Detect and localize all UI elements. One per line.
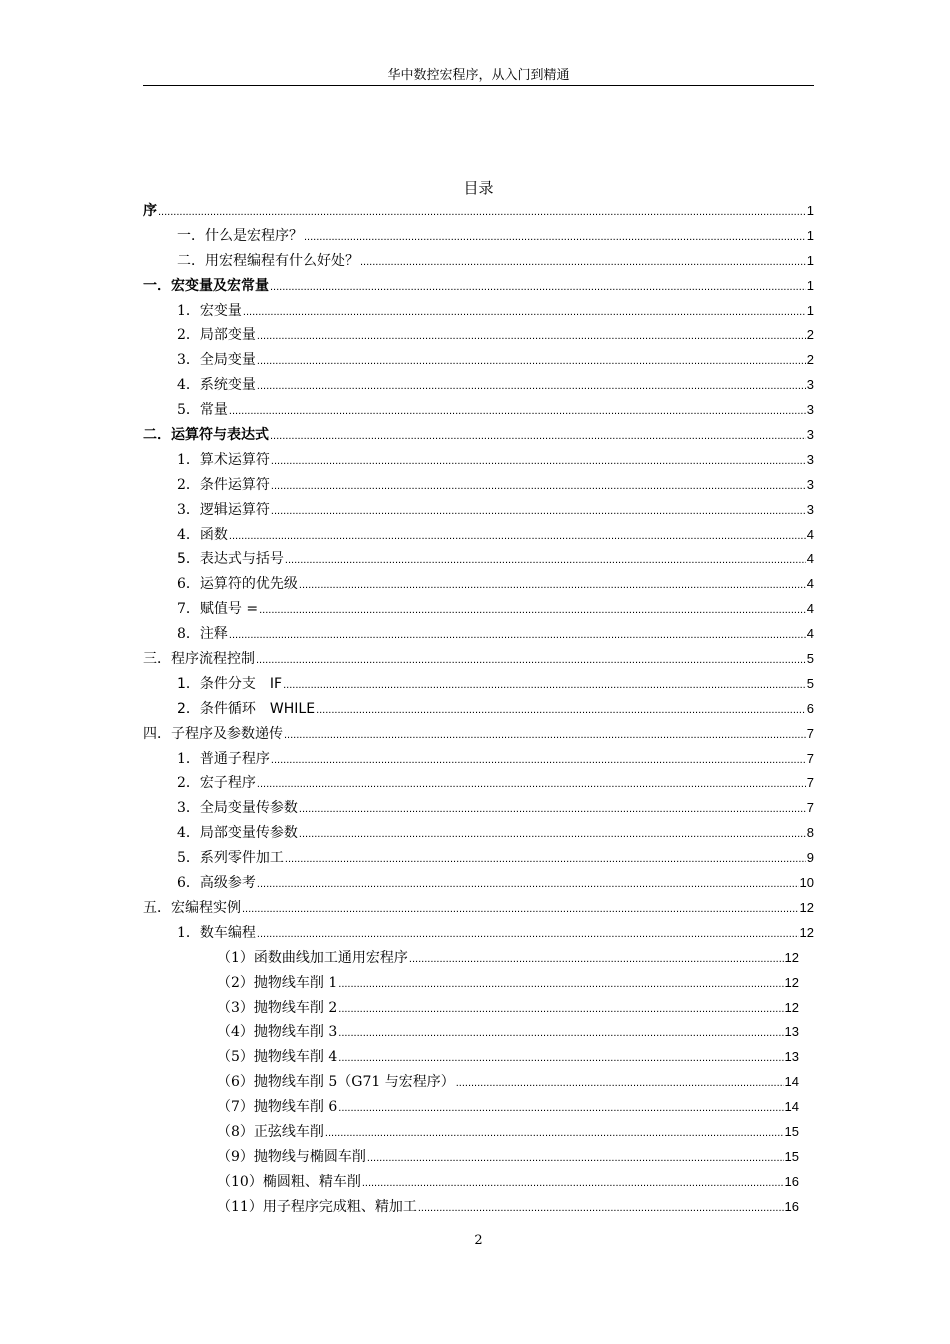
toc-entry-page: 3 xyxy=(806,476,814,492)
toc-entry-page: 3 xyxy=(806,402,814,418)
toc-entry-page: 4 xyxy=(806,551,814,567)
toc-entry[interactable] xyxy=(143,672,814,697)
toc-entry-label: （10）椭圆粗、精车削 xyxy=(217,1173,361,1190)
toc-entry-page: 7 xyxy=(806,750,814,766)
toc-entry[interactable] xyxy=(143,323,814,348)
toc-entry-label: 1．宏变量 xyxy=(177,302,242,319)
toc-entry-page: 4 xyxy=(806,601,814,617)
toc-dot-leader xyxy=(283,672,806,697)
toc-dot-leader xyxy=(257,348,806,373)
toc-dot-leader xyxy=(158,199,806,224)
toc-entry-page: 7 xyxy=(806,725,814,741)
toc-entry[interactable] xyxy=(143,299,814,324)
toc-entry-label: 3．逻辑运算符 xyxy=(177,501,270,518)
toc-entry[interactable] xyxy=(143,423,814,448)
toc-entry-page: 1 xyxy=(806,252,814,268)
toc-entry-label: 1．算术运算符 xyxy=(177,451,270,468)
toc-entry-page: 3 xyxy=(806,427,814,443)
toc-entry-label: （4）抛物线车削 3 xyxy=(217,1024,338,1041)
toc-entry[interactable] xyxy=(143,871,814,896)
toc-entry-page: 1 xyxy=(806,203,814,218)
toc-entry-label: 2．条件运算符 xyxy=(177,476,270,493)
toc-entry-label: 4．函数 xyxy=(177,526,228,543)
toc-entry-page: 5 xyxy=(806,675,814,691)
toc-entry-page: 13 xyxy=(784,1024,799,1040)
toc-entry[interactable] xyxy=(143,921,814,946)
toc-entry-page: 1 xyxy=(806,227,814,243)
toc-dot-leader xyxy=(243,299,806,324)
toc-entry[interactable] xyxy=(143,622,814,647)
toc-entry-page: 16 xyxy=(784,1173,799,1189)
toc-entry-page: 4 xyxy=(806,576,814,592)
toc-entry-page: 3 xyxy=(806,451,814,467)
toc-entry[interactable] xyxy=(143,771,814,796)
toc-entry-page: 3 xyxy=(806,501,814,517)
toc-entry-label: 一．宏变量及宏常量 xyxy=(143,277,269,294)
toc-entry-label: 3．全局变量 xyxy=(177,352,256,369)
toc-entry[interactable] xyxy=(143,647,814,672)
toc-entry-page: 7 xyxy=(806,800,814,816)
toc-entry-label: 四．子程序及参数递传 xyxy=(143,725,283,742)
toc-entry-label: 一．什么是宏程序？ xyxy=(177,227,303,244)
toc-dot-leader xyxy=(242,896,799,921)
toc-dot-leader xyxy=(284,722,806,747)
toc-entry-label: （7）抛物线车削 6 xyxy=(217,1099,338,1116)
toc-entry[interactable] xyxy=(143,572,814,597)
toc-dot-leader xyxy=(270,274,806,299)
toc-entry-page: 1 xyxy=(806,277,814,293)
toc-dot-leader xyxy=(316,697,806,722)
toc-dot-leader xyxy=(304,224,806,249)
toc-dot-leader xyxy=(270,423,806,448)
page-header: 华中数控宏程序，从入门到精通 xyxy=(387,68,570,83)
toc-dot-leader xyxy=(362,1170,784,1195)
toc-entry[interactable] xyxy=(143,224,814,249)
toc-dot-leader xyxy=(271,473,806,498)
toc-entry[interactable] xyxy=(143,373,814,398)
toc-entry-label: 二．运算符与表达式 xyxy=(143,427,269,444)
toc-entry-label: 5．常量 xyxy=(177,402,228,419)
toc-dot-leader xyxy=(360,249,806,274)
page-number: 2 xyxy=(474,1233,483,1248)
toc-entry-page: 12 xyxy=(799,924,814,940)
toc-entry[interactable] xyxy=(143,722,814,747)
toc-dot-leader xyxy=(257,373,806,398)
toc-entry-label: 2．宏子程序 xyxy=(177,775,256,792)
toc-entry[interactable] xyxy=(143,697,814,722)
toc-dot-leader xyxy=(229,523,806,548)
toc-dot-leader xyxy=(271,448,806,473)
toc-entry-page: 7 xyxy=(806,775,814,791)
toc-dot-leader xyxy=(259,597,806,622)
toc-entry[interactable] xyxy=(143,473,814,498)
toc-entry-page: 12 xyxy=(784,999,799,1015)
toc-entry-page: 15 xyxy=(784,1148,799,1164)
toc-entry-label: （9）抛物线与椭圆车削 xyxy=(217,1148,366,1165)
toc-dot-leader xyxy=(299,821,806,846)
toc-entry[interactable] xyxy=(143,1045,814,1070)
toc-dot-leader xyxy=(257,871,799,896)
toc-dot-leader xyxy=(229,398,806,423)
toc-entry[interactable] xyxy=(143,1095,814,1120)
table-of-contents xyxy=(143,199,814,1220)
toc-entry-page: 12 xyxy=(784,974,799,990)
toc-entry-label: 5．表达式与括号 xyxy=(177,551,284,568)
toc-entry-page: 12 xyxy=(784,949,799,965)
toc-entry-label: 三．程序流程控制 xyxy=(143,651,255,668)
header-rule xyxy=(143,85,814,86)
toc-entry-label: 五．宏编程实例 xyxy=(143,899,241,916)
toc-entry-label: 7．赋值号 = xyxy=(177,601,259,618)
toc-entry-page: 6 xyxy=(806,700,814,716)
toc-entry-page: 13 xyxy=(784,1049,799,1065)
toc-entry[interactable] xyxy=(143,199,814,224)
toc-entry-label: 4．系统变量 xyxy=(177,377,256,394)
toc-entry-page: 16 xyxy=(784,1198,799,1214)
toc-entry[interactable] xyxy=(143,547,814,572)
toc-entry-page: 4 xyxy=(806,526,814,542)
toc-entry-page: 3 xyxy=(806,377,814,393)
toc-dot-leader xyxy=(229,622,806,647)
toc-entry[interactable] xyxy=(143,274,814,299)
toc-dot-leader xyxy=(271,747,806,772)
toc-entry[interactable] xyxy=(143,1145,814,1170)
toc-entry-page: 15 xyxy=(784,1123,799,1139)
toc-entry-label: 2．条件循环 WHILE xyxy=(177,700,316,717)
toc-entry[interactable] xyxy=(143,498,814,523)
toc-dot-leader xyxy=(418,1195,784,1220)
toc-dot-leader xyxy=(271,498,806,523)
toc-entry[interactable] xyxy=(143,896,814,921)
toc-entry-label: 6．高级参考 xyxy=(177,875,256,892)
toc-entry[interactable] xyxy=(143,1020,814,1045)
toc-entry-label: （8）正弦线车削 xyxy=(217,1123,324,1140)
toc-dot-leader xyxy=(256,647,806,672)
toc-entry-page: 2 xyxy=(806,327,814,343)
toc-dot-leader xyxy=(285,846,806,871)
toc-entry-label: 1．普通子程序 xyxy=(177,750,270,767)
toc-dot-leader xyxy=(338,971,783,996)
toc-entry[interactable] xyxy=(143,448,814,473)
toc-dot-leader xyxy=(325,1120,784,1145)
toc-entry[interactable] xyxy=(143,821,814,846)
toc-dot-leader xyxy=(338,1095,783,1120)
toc-entry-label: （3）抛物线车削 2 xyxy=(217,999,338,1016)
toc-entry[interactable] xyxy=(143,996,814,1021)
toc-title: 目录 xyxy=(463,179,494,197)
toc-entry[interactable] xyxy=(143,1070,814,1095)
toc-entry-label: 二．用宏程编程有什么好处？ xyxy=(177,252,359,269)
toc-entry-page: 14 xyxy=(784,1099,799,1115)
toc-dot-leader xyxy=(257,771,806,796)
toc-entry[interactable] xyxy=(143,846,814,871)
toc-dot-leader xyxy=(338,1020,783,1045)
toc-entry-label: 1．条件分支 IF xyxy=(177,675,283,692)
toc-entry-label: 序 xyxy=(143,203,157,219)
toc-entry-label: （1）函数曲线加工通用宏程序 xyxy=(217,949,408,966)
toc-entry-page: 10 xyxy=(799,875,814,891)
toc-entry-label: 1．数车编程 xyxy=(177,924,256,941)
toc-entry[interactable] xyxy=(143,1120,814,1145)
toc-entry-page: 5 xyxy=(806,651,814,667)
toc-entry-label: （6）抛物线车削 5（G71 与宏程序） xyxy=(217,1074,455,1091)
toc-entry-label: （11）用子程序完成粗、精加工 xyxy=(217,1198,417,1215)
toc-entry[interactable] xyxy=(143,747,814,772)
toc-entry[interactable] xyxy=(143,398,814,423)
toc-entry-label: 5．系列零件加工 xyxy=(177,850,284,867)
toc-dot-leader xyxy=(299,796,806,821)
toc-entry-label: 6．运算符的优先级 xyxy=(177,576,298,593)
toc-entry[interactable] xyxy=(143,1195,814,1220)
toc-entry-label: 3．全局变量传参数 xyxy=(177,800,298,817)
toc-dot-leader xyxy=(257,921,799,946)
toc-dot-leader xyxy=(257,323,806,348)
toc-dot-leader xyxy=(367,1145,784,1170)
toc-entry[interactable] xyxy=(143,971,814,996)
toc-entry-label: 4．局部变量传参数 xyxy=(177,825,298,842)
toc-entry[interactable] xyxy=(143,523,814,548)
toc-dot-leader xyxy=(285,547,806,572)
toc-entry-page: 14 xyxy=(784,1074,799,1090)
toc-entry-page: 2 xyxy=(806,352,814,368)
toc-dot-leader xyxy=(409,946,784,971)
toc-entry-page: 9 xyxy=(806,850,814,866)
toc-entry[interactable] xyxy=(143,249,814,274)
toc-entry-label: （2）抛物线车削 1 xyxy=(217,974,338,991)
toc-entry-page: 12 xyxy=(799,899,814,915)
toc-entry-page: 4 xyxy=(806,626,814,642)
toc-entry[interactable] xyxy=(143,348,814,373)
toc-entry-label: （5）抛物线车削 4 xyxy=(217,1049,338,1066)
toc-entry[interactable] xyxy=(143,1170,814,1195)
toc-dot-leader xyxy=(456,1070,784,1095)
toc-dot-leader xyxy=(338,996,783,1021)
toc-dot-leader xyxy=(299,572,806,597)
toc-entry[interactable] xyxy=(143,946,814,971)
toc-entry[interactable] xyxy=(143,796,814,821)
toc-entry-page: 8 xyxy=(806,825,814,841)
toc-entry-page: 1 xyxy=(806,302,814,318)
toc-dot-leader xyxy=(338,1045,783,1070)
toc-entry-label: 8．注释 xyxy=(177,626,228,643)
toc-entry[interactable] xyxy=(143,597,814,622)
toc-entry-label: 2．局部变量 xyxy=(177,327,256,344)
